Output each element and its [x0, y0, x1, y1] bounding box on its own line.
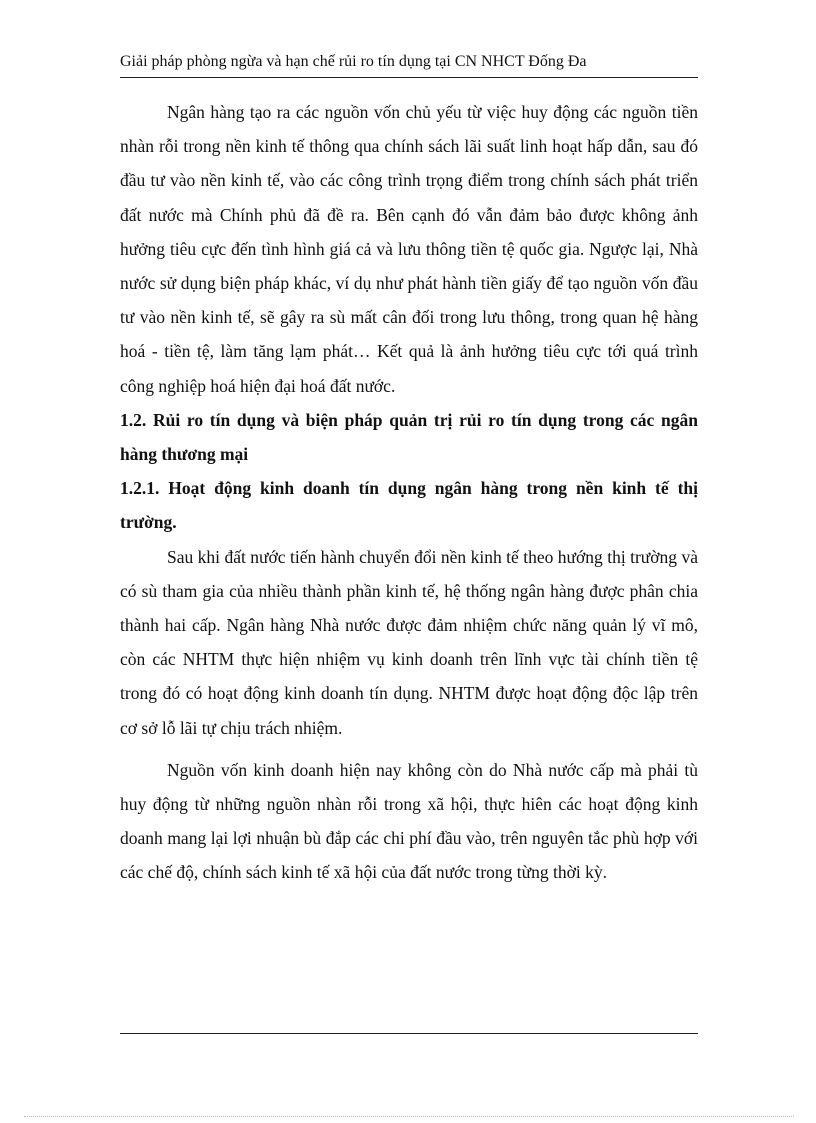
footer-rule: [120, 1033, 698, 1034]
running-header: Giải pháp phòng ngừa và hạn chế rủi ro tín dụng tại CN NHCT Đống Đa: [120, 48, 698, 78]
subsection-heading-1-2-1: 1.2.1. Hoạt động kinh doanh tín dụng ngân hàng trong nền kinh tế thị trường.: [120, 478, 698, 533]
page-bottom-dotted-line: [24, 1116, 794, 1117]
paragraph-capital-sources: Ngân hàng tạo ra các nguồn vốn chủ yếu từ việc huy động các nguồn tiền nhàn rỗi trong nền kinh tế thông qua chính sách lãi suất linh hoạt hấp dẫn, sau đó đầu tư vào nền kinh tế, vào các công trình trọng điểm trong chính sách phát triển đất nước mà Chính phủ đã đề ra. Bên cạnh đó vẫn đảm bảo được không ảnh hưởng tiêu cực đến tình hình giá cả và lưu thông tiền tệ quốc gia. Ngược lại, Nhà nước sử dụng biện pháp khác, ví dụ như phát hành tiền giấy để tạo nguồn vốn đầu tư vào nền kinh tế, sẽ gây ra sù mất cân đối trong lưu thông, trong quan hệ hàng hoá - tiền tệ, làm tăng lạm phát… Kết quả là ảnh hưởng tiêu cực tới quá trình công nghiệp hoá hiện đại hoá đất nước.: [120, 102, 698, 396]
paragraph-two-tier-system: Sau khi đất nước tiến hành chuyển đổi nền kinh tế theo hướng thị trường và có sù tham gia của nhiều thành phần kinh tế, hệ thống ngân hàng được phân chia thành hai cấp. Ngân hàng Nhà nước được đảm nhiệm chức năng quản lý vĩ mô, còn các NHTM thực hiện nhiệm vụ kinh doanh trên lĩnh vực tài chính tiền tệ trong đó có hoạt động kinh doanh tín dụng. NHTM được hoạt động độc lập trên cơ sở lỗ lãi tự chịu trách nhiệm.: [120, 546, 698, 738]
paragraph-business-capital: Nguồn vốn kinh doanh hiện nay không còn do Nhà nước cấp mà phải tù huy động từ những nguồn nhàn rỗi trong xã hội, thực hiên các hoạt động kinh doanh mang lại lợi nhuận bù đắp các chi phí đầu vào, trên nguyên tắc phù hợp với các chế độ, chính sách kinh tế xã hội của đất nước trong từng thời kỳ.: [120, 759, 698, 883]
section-heading-1-2: 1.2. Rủi ro tín dụng và biện pháp quản trị rủi ro tín dụng trong các ngân hàng thương mại: [120, 409, 698, 465]
paragraph-gap: [120, 745, 698, 753]
page-content: [120, 95, 698, 890]
